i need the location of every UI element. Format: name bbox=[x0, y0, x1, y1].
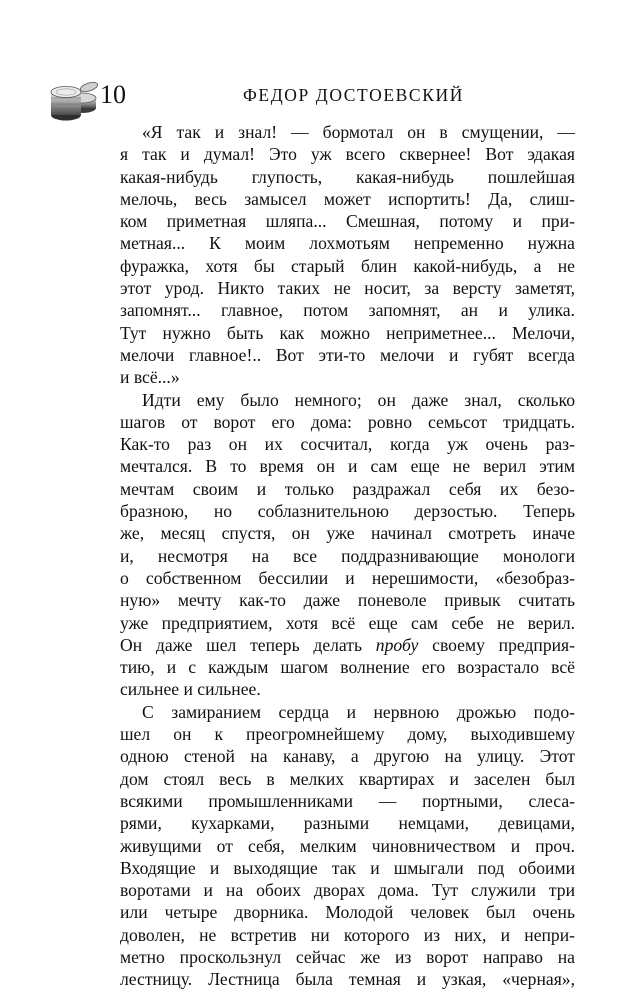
text-line: сильнее и сильнее. bbox=[120, 679, 261, 700]
body-text bbox=[120, 121, 575, 991]
paragraph bbox=[120, 121, 575, 389]
text-line: мечтался. В то время он и сам еще не верил этим bbox=[120, 456, 575, 477]
emphasis: пробу bbox=[375, 634, 419, 655]
coins-stack-icon bbox=[48, 78, 100, 122]
text-line: ную» мечту как-то даже поневоле привык считать bbox=[120, 590, 575, 611]
text-line: дом стоял весь в мелких квартирах и заселен был bbox=[120, 768, 575, 789]
text-line: ком приметная шляпа... Смешная, потому и при- bbox=[120, 211, 575, 232]
page-header bbox=[48, 76, 573, 124]
text-line: о собственном бессилии и нерешимости, «безобраз- bbox=[120, 567, 575, 588]
paragraph bbox=[120, 389, 575, 701]
text-line: рями, кухарками, разными немцами, девицами, bbox=[120, 813, 575, 834]
text-line: мелочи главное!.. Вот эти-то мелочи и губят всегда bbox=[120, 344, 575, 365]
text-line: уже предприятием, хотя всё еще сам себе не верил. bbox=[120, 612, 575, 633]
text-line: одною стеной на канаву, а другою на улицу. Этот bbox=[120, 746, 575, 767]
text-line: шел он к преогромнейшему дому, выходившему bbox=[120, 724, 575, 745]
text-line: лестницу. Лестница была темная и узкая, «черная», bbox=[120, 969, 575, 990]
text-line: какая-нибудь глупость, какая-нибудь пошлейшая bbox=[120, 166, 575, 187]
text-line: тию, и с каждым шагом волнение его возрастало всё bbox=[120, 657, 575, 678]
text-line: Идти ему было немного; он даже знал, сколько bbox=[142, 389, 575, 410]
text-line: бразною, но соблазнительною дерзостью. Теперь bbox=[120, 501, 575, 522]
page-number: 10 bbox=[100, 80, 126, 109]
text-line: запомнят... главное, потом запомнят, ан и улика. bbox=[120, 300, 575, 321]
text-line: и всё...» bbox=[120, 367, 180, 388]
text-line: «Я так и знал! — бормотал он в смущении, — bbox=[142, 122, 575, 142]
text-line: метная... К моим лохмотьям непременно нужна bbox=[120, 233, 575, 254]
text-line: метно проскользнул сейчас же из ворот направо на bbox=[120, 946, 575, 967]
text-line: Тут нужно быть как можно неприметнее... Мелочи, bbox=[120, 322, 575, 343]
text-line: мелочь, весь замысел может испортить! Да, слиш- bbox=[120, 188, 575, 209]
text-line: доволен, не встретив ни которого из них, и непри- bbox=[120, 924, 575, 945]
text-line: и, несмотря на все поддразнивающие монологи bbox=[120, 545, 575, 566]
text-line: я так и думал! Это уж всего сквернее! Вот эдакая bbox=[120, 144, 575, 165]
text-line: Входящие и выходящие так и шмыгали под обоими bbox=[120, 857, 575, 878]
running-head: ФЕДОР ДОСТОЕВСКИЙ bbox=[243, 85, 464, 105]
text-line: Как-то раз он их сосчитал, когда уж очень раз- bbox=[120, 434, 575, 455]
text-line: этот урод. Никто таких не носит, за версту заметят, bbox=[120, 278, 575, 299]
text-line: всякими промышленниками — портными, слеса- bbox=[120, 790, 575, 811]
text-line: же, месяц спустя, он уже начинал смотреть иначе bbox=[120, 523, 575, 544]
text-line: или четыре дворника. Молодой человек был очень bbox=[120, 902, 575, 923]
text-line: С замиранием сердца и нервною дрожью подо- bbox=[142, 701, 575, 722]
text-line: Он даже шел теперь делать пробу своему предприя- bbox=[120, 634, 575, 655]
text-line: фуражка, хотя бы старый блин какой-нибудь, а не bbox=[120, 255, 575, 276]
text-line: мечтам своим и только раздражал себя их безо- bbox=[120, 478, 575, 499]
text-line: живущими от себя, мелким чиновничеством и проч. bbox=[120, 835, 575, 856]
text-line: воротами и на обоих дворах дома. Тут служили три bbox=[120, 880, 575, 901]
text-line: шагов от ворот его дома: ровно семьсот тридцать. bbox=[120, 411, 575, 432]
paragraph bbox=[120, 701, 575, 991]
